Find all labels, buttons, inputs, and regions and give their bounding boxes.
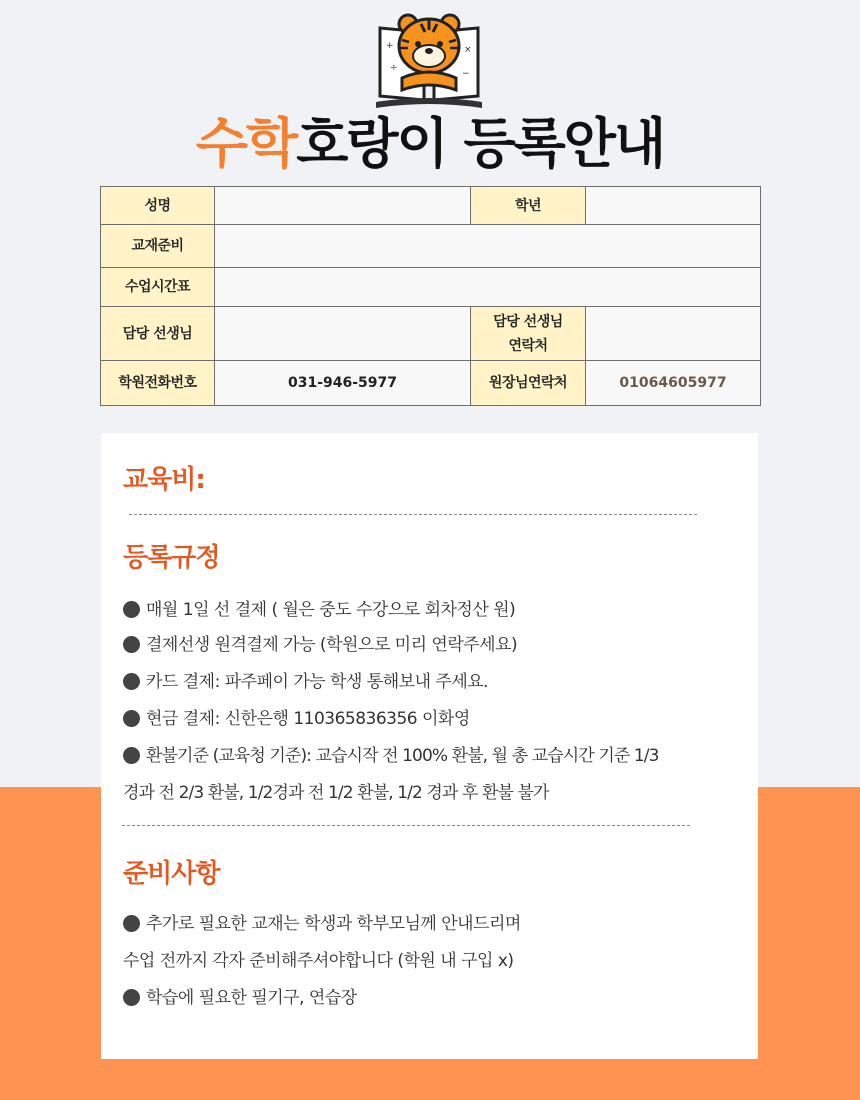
bullet-icon	[123, 915, 140, 932]
prep-item-1-continuation: 수업 전까지 각자 준비해주셔야합니다 (학원 내 구입 x)	[123, 951, 514, 971]
rule-item-5-continuation: 경과 전 2/3 환불, 1/2경과 전 1/2 환불, 1/2 경과 후 환불 불가	[123, 783, 549, 803]
title-accent: 수학	[195, 112, 297, 175]
rule-item-1: 매월 1일 선 결제 ( 월은 중도 수강으로 회차정산 원)	[123, 595, 515, 620]
academy-phone-label: 학원전화번호	[101, 361, 215, 406]
rule-item-4: 현금 결제: 신한은행 110365836356 이화영	[123, 704, 470, 729]
bullet-icon	[123, 747, 140, 764]
svg-text:−: −	[462, 69, 470, 79]
prep-item-1: 추가로 필요한 교재는 학생과 학부모님께 안내드리며	[123, 909, 521, 934]
academy-phone-value: 031-946-5977	[215, 361, 471, 406]
tiger-reading-book-icon	[372, 8, 486, 112]
grade-label: 학년	[471, 187, 586, 225]
rule-item-3: 카드 결제: 파주페이 가능 학생 통해보내 주세요.	[123, 667, 488, 692]
teacher-value-field[interactable]	[215, 307, 471, 361]
rule-item-5: 환불기준 (교육청 기준): 교습시작 전 100% 환불, 월 총 교습시간 기준 1/3	[123, 741, 659, 766]
rules-heading: 등록규정	[123, 543, 220, 573]
registration-info-table	[100, 186, 761, 406]
schedule-label: 수업시간표	[101, 268, 215, 307]
tuition-heading: 교육비:	[123, 465, 205, 495]
schedule-value-field[interactable]	[215, 268, 761, 307]
grade-value-field[interactable]	[586, 187, 761, 225]
svg-text:+: +	[386, 41, 394, 51]
textbook-value-field[interactable]	[215, 225, 761, 268]
bullet-icon	[123, 673, 140, 690]
prep-heading: 준비사항	[123, 859, 220, 889]
prep-item-2: 학습에 필요한 필기구, 연습장	[123, 983, 357, 1008]
name-label: 성명	[101, 187, 215, 225]
title-rest: 호랑이 등록안내	[296, 112, 665, 175]
divider-2	[122, 825, 690, 826]
bullet-icon	[123, 710, 140, 727]
bullet-icon	[123, 601, 140, 618]
rule-item-2: 결제선생 원격결제 가능 (학원으로 미리 연락주세요)	[123, 630, 517, 655]
teacher-label: 담당 선생님	[101, 307, 215, 361]
divider-1	[129, 514, 697, 515]
bullet-icon	[123, 636, 140, 653]
bullet-icon	[123, 989, 140, 1006]
svg-text:×: ×	[464, 45, 472, 55]
page-title	[0, 112, 860, 176]
teacher-contact-label: 담당 선생님 연락처	[471, 307, 586, 361]
textbook-label: 교재준비	[101, 225, 215, 268]
name-value-field[interactable]	[215, 187, 471, 225]
teacher-contact-value-field[interactable]	[586, 307, 761, 361]
director-contact-value: 01064605977	[586, 361, 761, 406]
svg-text:÷: ÷	[390, 63, 398, 73]
guide-card	[101, 433, 758, 1059]
director-contact-label: 원장님연락처	[471, 361, 586, 406]
